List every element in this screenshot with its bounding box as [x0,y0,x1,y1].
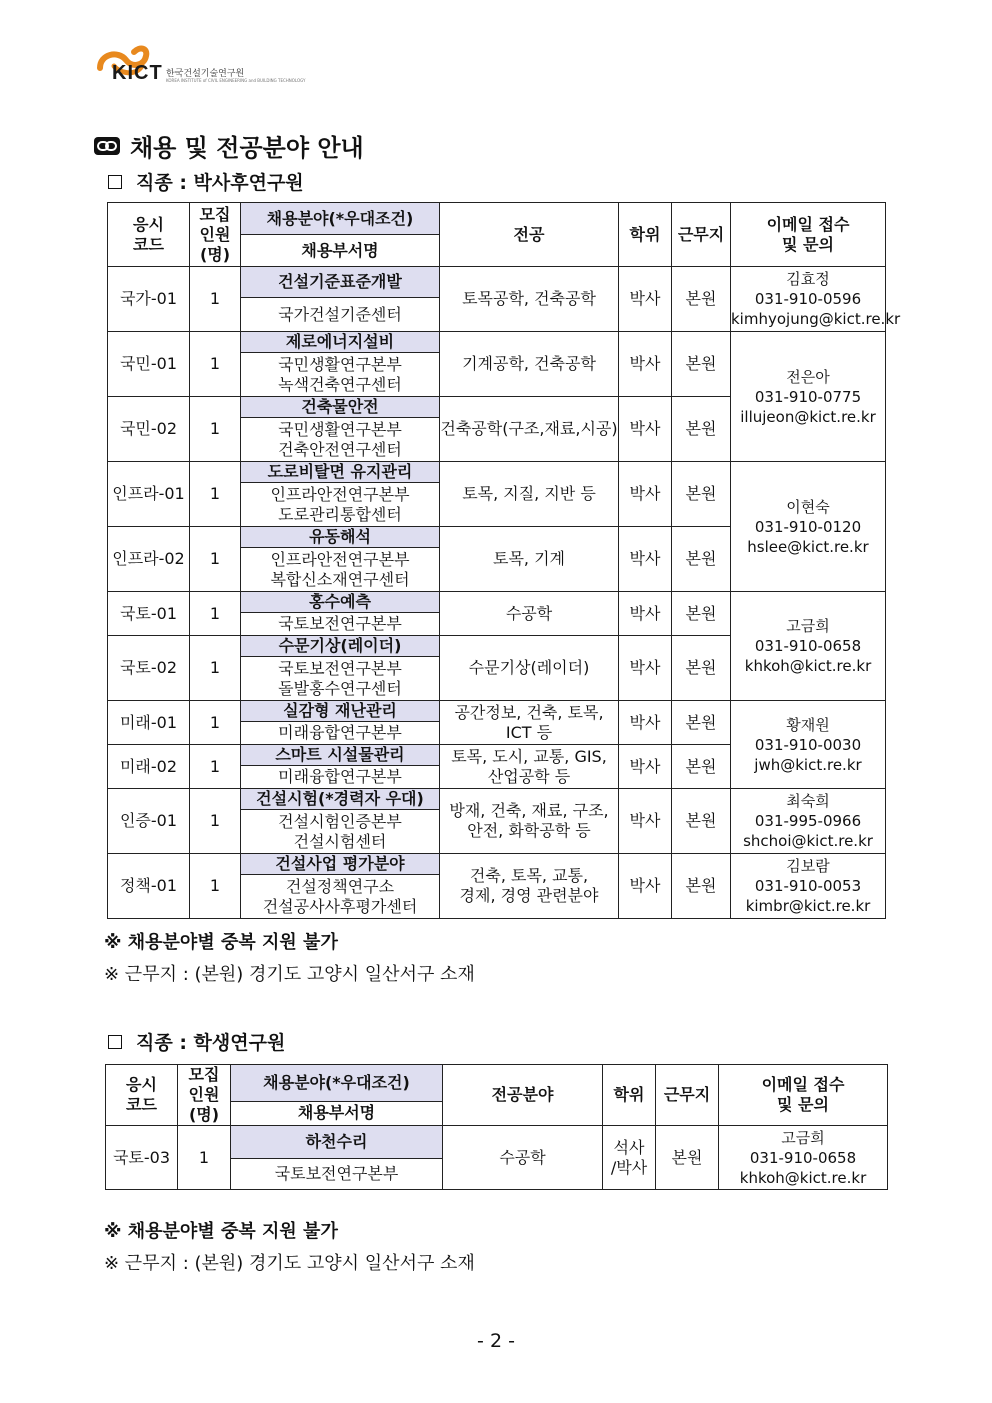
location-cell: 본원 [672,462,731,527]
degree-cell: 석사 /박사 [603,1126,656,1190]
degree-cell: 박사 [619,267,672,332]
table-row [108,462,886,483]
code-cell: 인증-01 [108,789,190,854]
major-cell: 기계공학, 건축공학 [440,332,619,397]
dept-cell: 건설정책연구소 건설공사사후평가센터 [241,875,440,919]
header-degree: 학위 [619,203,672,267]
location-cell: 본원 [672,332,731,397]
table-row [108,592,886,613]
dept-cell: 국민생활연구본부 건축안전연구센터 [241,418,440,462]
count-cell: 1 [190,267,241,332]
dept-cell: 국토보전연구본부 돌발홍수연구센터 [241,657,440,701]
contact-cell: 고금희 031-910-0658 khkoh@kict.re.kr [719,1126,888,1190]
contact-cell: 이현숙 031-910-0120 hslee@kict.re.kr [731,462,886,592]
table-row [108,789,886,810]
count-cell: 1 [190,701,241,745]
degree-cell: 박사 [619,854,672,919]
contact-cell: 김보람 031-910-0053 kimbr@kict.re.kr [731,854,886,919]
postdoc-note-duplicate: ※ 채용분야별 중복 지원 불가 [104,932,338,953]
table-row [108,267,886,298]
header-dept: 채용부서명 [231,1101,443,1125]
dept-cell: 인프라안전연구본부 복합신소재연구센터 [241,548,440,592]
postdoc-table [107,202,901,919]
location-cell: 본원 [672,701,731,745]
location-cell: 본원 [672,267,731,332]
count-cell: 1 [190,397,241,462]
degree-cell: 박사 [619,462,672,527]
table-row [108,701,886,722]
major-cell: 방재, 건축, 재료, 구조, 안전, 화학공학 등 [440,789,619,854]
field-cell: 건설기준표준개발 [241,267,440,298]
count-cell: 1 [190,636,241,701]
code-cell: 인프라-01 [108,462,190,527]
count-cell: 1 [190,745,241,789]
degree-cell: 박사 [619,397,672,462]
table-row [106,1126,888,1159]
code-cell: 국민-01 [108,332,190,397]
degree-cell: 박사 [619,332,672,397]
link-icon [94,137,120,155]
code-cell: 인프라-02 [108,527,190,592]
field-cell: 홍수예측 [241,592,440,613]
code-cell: 정책-01 [108,854,190,919]
student-table [105,1064,888,1190]
table-row [108,332,886,353]
count-cell: 1 [190,789,241,854]
major-cell: 토목, 도시, 교통, GIS, 산업공학 등 [440,745,619,789]
field-cell: 실감형 재난관리 [241,701,440,722]
header-degree: 학위 [603,1065,656,1126]
dept-cell: 국민생활연구본부 녹색건축연구센터 [241,353,440,397]
contact-cell: 김효정 031-910-0596 kimhyojung@kict.re.kr [731,267,886,332]
field-cell: 건설사업 평가분야 [241,854,440,875]
code-cell: 미래-01 [108,701,190,745]
location-cell: 본원 [672,592,731,636]
count-cell: 1 [190,854,241,919]
header-contact: 이메일 접수 및 문의 [731,203,886,267]
field-cell: 수문기상(레이더) [241,636,440,657]
major-cell: 토목, 기계 [440,527,619,592]
field-cell: 도로비탈면 유지관리 [241,462,440,483]
header-count: 모집 인원 (명) [190,203,241,267]
code-cell: 미래-02 [108,745,190,789]
header-code: 응시 코드 [106,1065,178,1126]
field-cell: 하천수리 [231,1126,443,1159]
header-contact: 이메일 접수 및 문의 [719,1065,888,1126]
location-cell: 본원 [672,789,731,854]
dept-cell: 미래융합연구본부 [241,766,440,789]
header-dept: 채용부서명 [241,235,440,267]
location-cell: 본원 [672,636,731,701]
major-cell: 수공학 [440,592,619,636]
field-cell: 스마트 시설물관리 [241,745,440,766]
dept-cell: 국토보전연구본부 [241,613,440,636]
count-cell: 1 [178,1126,231,1190]
major-cell: 공간정보, 건축, 토목, ICT 등 [440,701,619,745]
logo-text: KICT [112,62,163,84]
degree-cell: 박사 [619,789,672,854]
degree-cell: 박사 [619,745,672,789]
header-major: 전공분야 [443,1065,603,1126]
major-cell: 토목공학, 건축공학 [440,267,619,332]
checkbox-square-icon [108,1035,122,1049]
contact-cell: 황재원 031-910-0030 jwh@kict.re.kr [731,701,886,789]
org-name-en: KOREA INSTITUTE of CIVIL ENGINEERING and BUILDING TECHNOLOGY [166,78,306,83]
degree-cell: 박사 [619,701,672,745]
dept-cell: 국가건설기준센터 [241,298,440,332]
header-location: 근무지 [672,203,731,267]
postdoc-note-location: ※ 근무지 : (본원) 경기도 고양시 일산서구 소재 [104,964,475,985]
header-code: 응시 코드 [108,203,190,267]
major-cell: 토목, 지질, 지반 등 [440,462,619,527]
count-cell: 1 [190,527,241,592]
dept-cell: 미래융합연구본부 [241,722,440,745]
header-major: 전공 [440,203,619,267]
major-cell: 수공학 [443,1126,603,1190]
degree-cell: 박사 [619,636,672,701]
page-heading: 채용 및 전공분야 안내 [94,128,364,163]
dept-cell: 인프라안전연구본부 도로관리통합센터 [241,483,440,527]
degree-cell: 박사 [619,592,672,636]
checkbox-square-icon [108,175,122,189]
student-note-location: ※ 근무지 : (본원) 경기도 고양시 일산서구 소재 [104,1253,475,1274]
header-field: 채용분야(*우대조건) [231,1065,443,1102]
count-cell: 1 [190,462,241,527]
header-field: 채용분야(*우대조건) [241,203,440,235]
header-location: 근무지 [656,1065,719,1126]
field-cell: 건설시험(*경력자 우대) [241,789,440,810]
dept-cell: 건설시험인증본부 건설시험센터 [241,810,440,854]
field-cell: 유동해석 [241,527,440,548]
location-cell: 본원 [672,854,731,919]
location-cell: 본원 [672,527,731,592]
code-cell: 국민-02 [108,397,190,462]
major-cell: 수문기상(레이더) [440,636,619,701]
degree-cell: 박사 [619,527,672,592]
contact-cell: 최숙희 031-995-0966 shchoi@kict.re.kr [731,789,886,854]
field-cell: 제로에너지설비 [241,332,440,353]
major-cell: 건축공학(구조,재료,시공) [440,397,619,462]
code-cell: 국토-02 [108,636,190,701]
table-row [108,854,886,875]
code-cell: 국가-01 [108,267,190,332]
postdoc-subheading: 직종 : 박사후연구원 [108,168,304,195]
dept-cell: 국토보전연구본부 [231,1159,443,1190]
contact-cell: 고금희 031-910-0658 khkoh@kict.re.kr [731,592,886,701]
location-cell: 본원 [672,745,731,789]
student-subheading: 직종 : 학생연구원 [108,1028,285,1055]
org-name: 한국건설기술연구원 [166,69,245,79]
location-cell: 본원 [672,397,731,462]
count-cell: 1 [190,332,241,397]
contact-cell: 전은아 031-910-0775 illujeon@kict.re.kr [731,332,886,462]
major-cell: 건축, 토목, 교통, 경제, 경영 관련분야 [440,854,619,919]
student-note-duplicate: ※ 채용분야별 중복 지원 불가 [104,1221,338,1242]
code-cell: 국토-01 [108,592,190,636]
count-cell: 1 [190,592,241,636]
code-cell: 국토-03 [106,1126,178,1190]
field-cell: 건축물안전 [241,397,440,418]
page-number: - 2 - [477,1330,515,1352]
header-count: 모집 인원 (명) [178,1065,231,1126]
location-cell: 본원 [656,1126,719,1190]
